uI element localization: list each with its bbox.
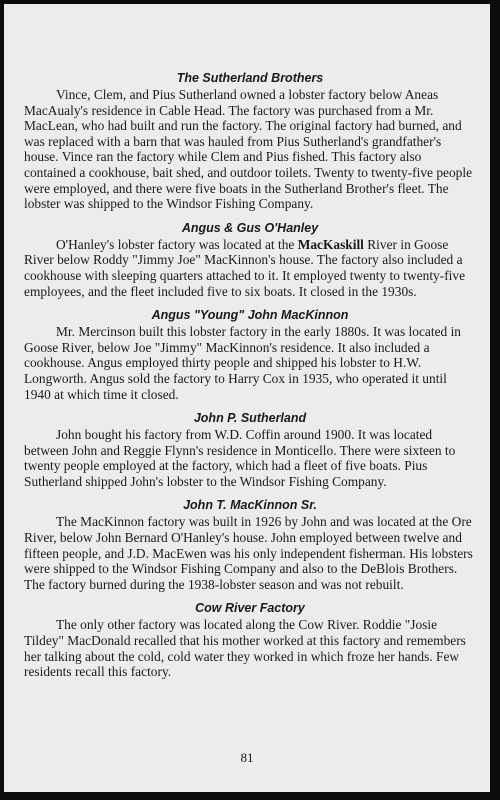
section-heading: John T. MacKinnon Sr. — [183, 498, 317, 513]
section-paragraph: The only other factory was located along the Cow River. Roddie "Josie Tildey" MacDonald recalled that his mother worked at this factory and remembers her talking about the cold, cold water they worked in which froze her hands. Few residents recall this factory. — [24, 617, 466, 680]
section-paragraph: Mr. Mercinson built this lobster factory in the early 1880s. It was located in Goose River, below Joe "Jimmy" MacKinnon's residence. It also included a cookhouse. Angus employed thirty people and shipped his lobster to H.W. Longworth. Angus sold the factory to Harry Cox in 1935, who operated it until 1940 at which time it closed. — [24, 324, 461, 402]
section-paragraph — [24, 237, 476, 299]
section-heading: Cow River Factory — [195, 601, 305, 616]
section-heading: Angus "Young" John MacKinnon — [151, 308, 349, 323]
section-paragraph: Vince, Clem, and Pius Sutherland owned a lobster factory below Aneas MacAualy's residence in Cable Head. The factory was purchased from a Mr. MacLean, who had built and run the factory. The original factory had burned, and was replaced with a barn that was hauled from Pius Sutherland's grandfather's house. Vince ran the factory while Clem and Pius fished. This factory also contained a cookhouse, bait shed, and outdoor toilets. Twenty to twenty-five people were employed, and there were five boats in the Sutherland Brother's fleet. The lobster was shipped to the Windsor Fishing Company. — [24, 87, 473, 212]
section-heading: Angus & Gus O'Hanley — [181, 220, 319, 235]
section-sutherland-brothers — [24, 70, 476, 212]
section-angus-young-john-mackinnon — [24, 307, 476, 402]
section-paragraph: John bought his factory from W.D. Coffin around 1900. It was located between John and Reggie Flynn's residence in Monticello. There were sixteen to twenty people employed at the factory, which had a fleet of five boats. Pius Sutherland shipped John's lobster to the Windsor Fishing Company. — [24, 427, 456, 489]
paragraph-text: O'Hanley's lobster factory was located at the — [56, 236, 298, 252]
section-paragraph: The MacKinnon factory was built in 1926 by John and was located at the Ore River, below John Bernard O'Hanley's house. John employed between twelve and fifteen people, and J.D. MacEwen was his only independent fisherman. His lobsters were shipped to the Windsor Fishing Company and also to the DeBlois Brothers. The factory burned during the 1938-lobster season and was not rebuilt. — [24, 514, 473, 592]
section-john-p-sutherland — [24, 410, 476, 489]
section-angus-gus-ohanley — [24, 220, 476, 299]
paragraph-text: River in Goose River below Roddy "Jimmy Joe" MacKinnon's house. The factory also included a cookhouse with sleeping quarters attached to it. It employed twenty to twenty-five employees, and the fleet included five to six boats. It closed in the 1930s. — [24, 236, 466, 299]
page-number: 81 — [240, 750, 254, 765]
section-heading: The Sutherland Brothers — [176, 71, 324, 85]
book-page — [4, 4, 490, 792]
section-john-t-mackinnon-sr — [24, 497, 476, 592]
section-heading: John P. Sutherland — [193, 411, 307, 426]
paragraph-bold-text: MacKaskill — [297, 236, 364, 252]
section-cow-river-factory — [24, 600, 476, 679]
